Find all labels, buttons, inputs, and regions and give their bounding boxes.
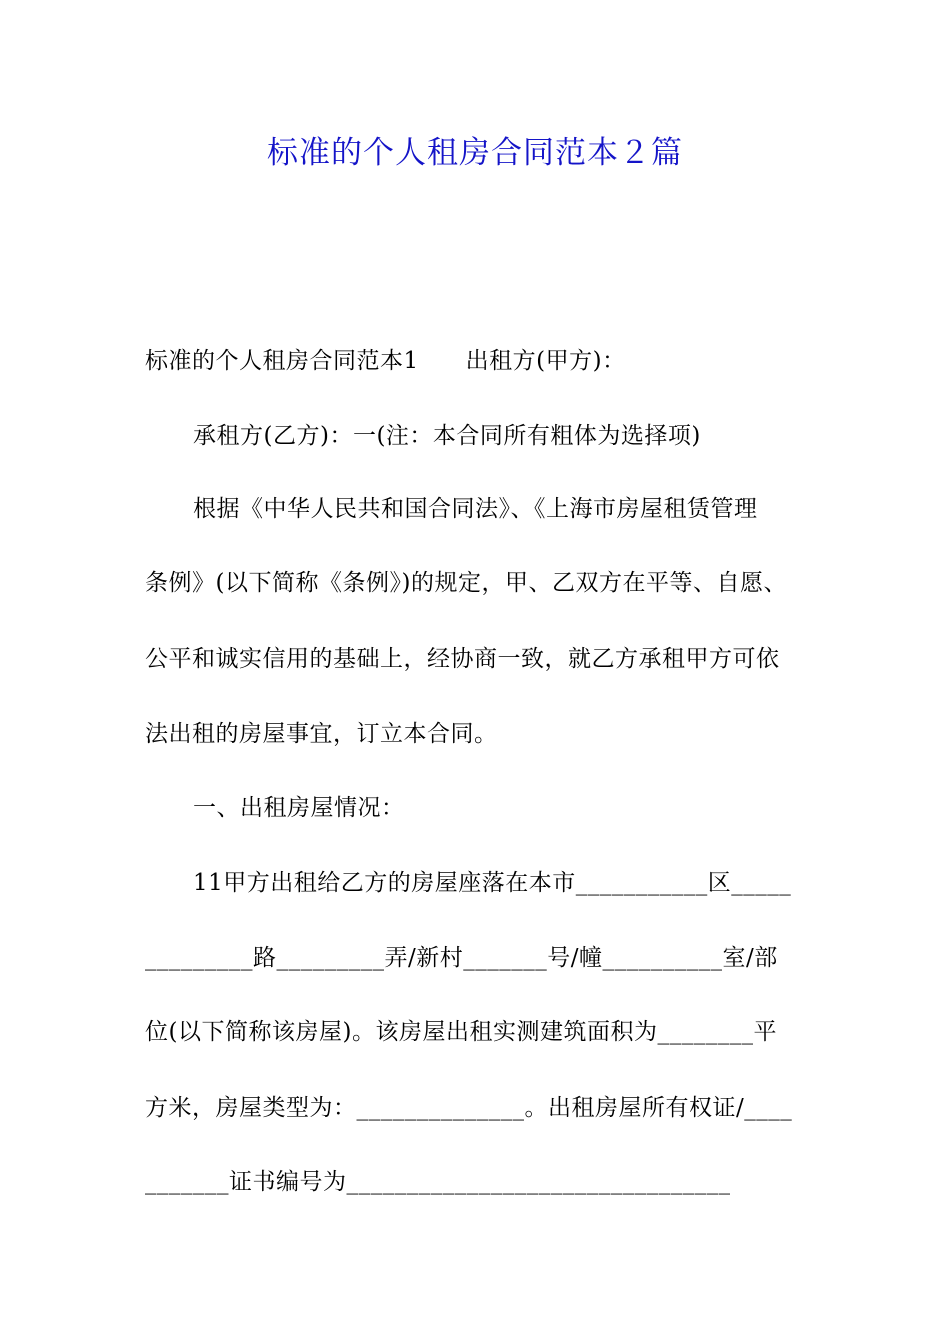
body-line-2: 承租方(乙方)：一(注：本合同所有粗体为选择项) [193, 423, 701, 449]
document-title: 标准的个人租房合同范本２篇 [267, 135, 683, 171]
body-line-4: 条例》(以下简称《条例》)的规定，甲、乙双方在平等、自愿、 [145, 570, 787, 596]
body-line-1: 标准的个人租房合同范本1 出租方(甲方)： [145, 348, 626, 374]
body-line-5: 公平和诚实信用的基础上，经协商一致，就乙方承租甲方可依 [145, 646, 780, 672]
body-line-12: _______证书编号为________________________________ [145, 1169, 731, 1195]
section-heading: 一、出租房屋情况： [193, 795, 405, 821]
body-line-6: 法出租的房屋事宜，订立本合同。 [145, 721, 498, 747]
body-line-10: 位(以下简称该房屋)。该房屋出租实测建筑面积为________平 [145, 1019, 777, 1045]
body-line-9: _________路_________弄/新村_______号/幢__________室/部 [145, 945, 778, 971]
body-line-8: 11甲方出租给乙方的房屋座落在本市___________区_____ [193, 870, 792, 896]
body-line-3: 根据《中华人民共和国合同法》、《上海市房屋租赁管理 [193, 496, 758, 522]
body-line-11: 方米，房屋类型为：______________。出租房屋所有权证/____ [145, 1095, 793, 1121]
